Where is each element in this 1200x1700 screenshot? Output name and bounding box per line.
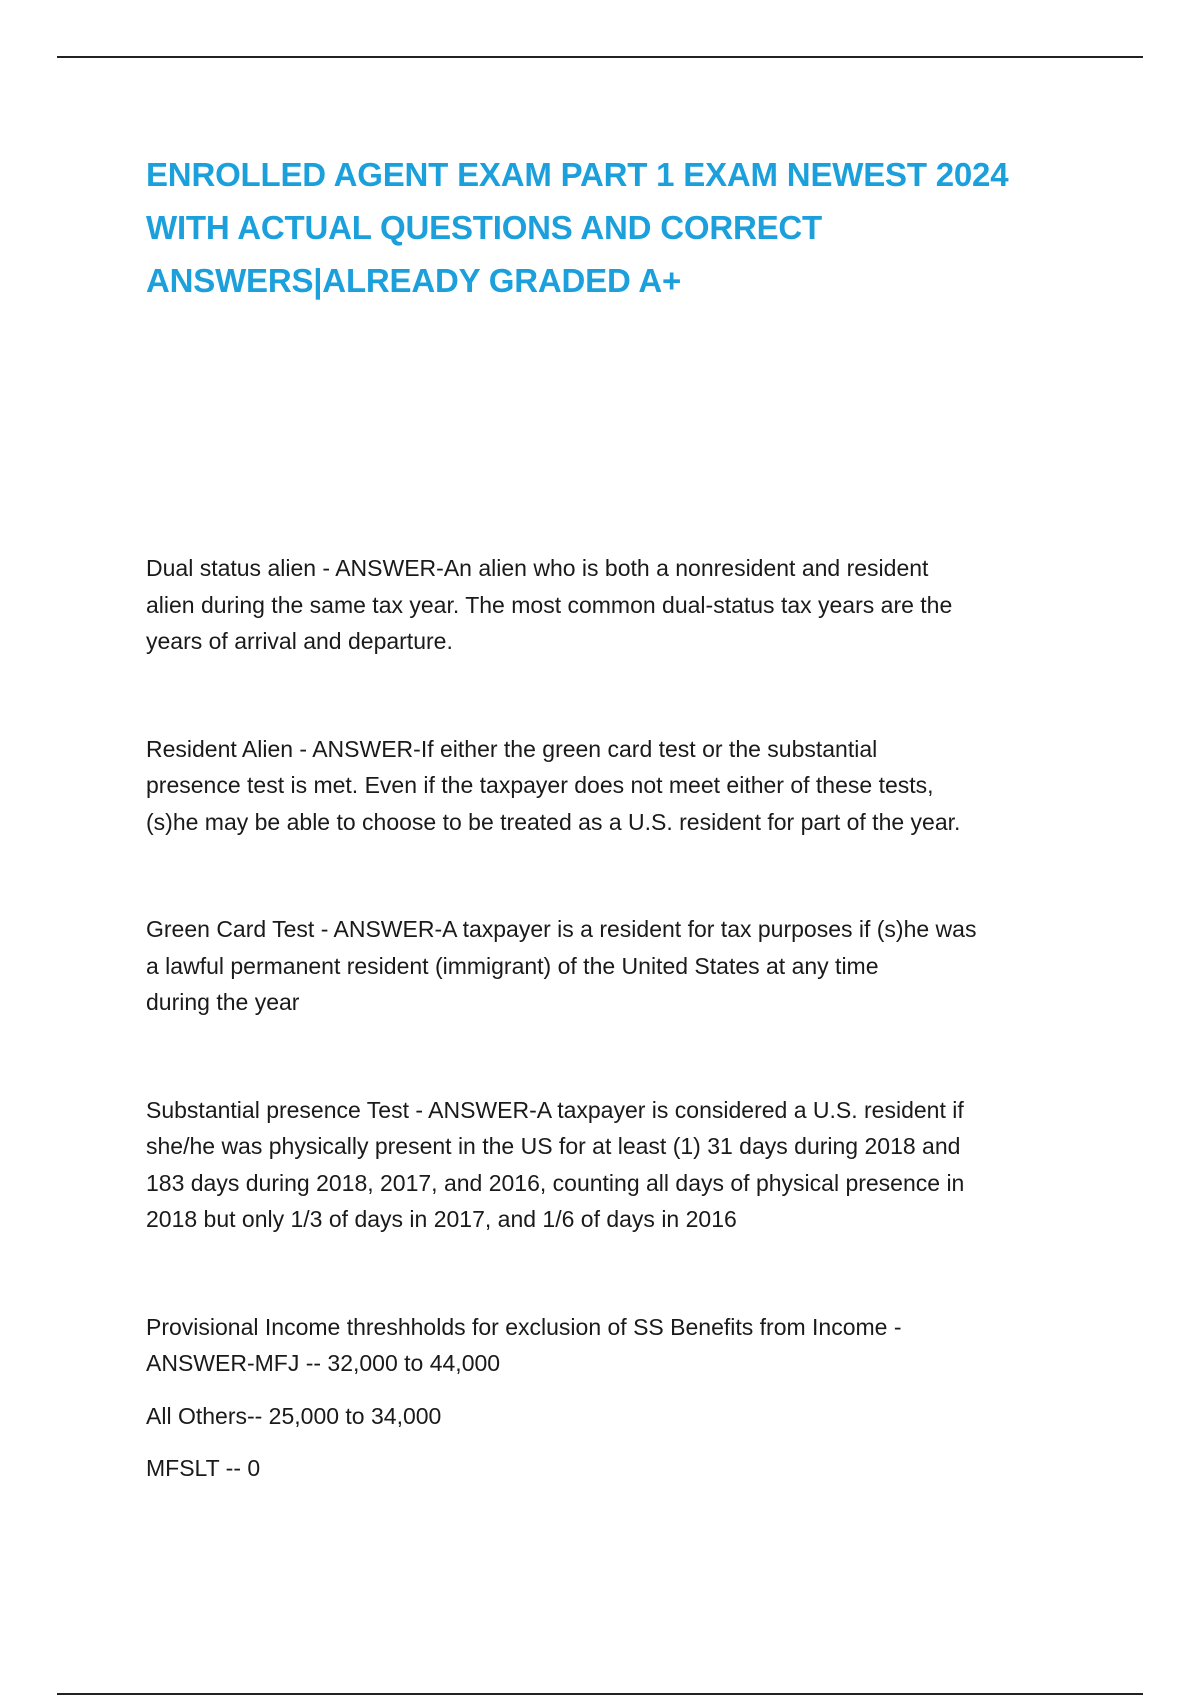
- entry-line: Resident Alien - ANSWER-If either the green card test or the substantial: [146, 735, 878, 762]
- entry-line: ANSWER-MFJ -- 32,000 to 44,000: [146, 1350, 501, 1376]
- entry-line: Green Card Test - ANSWER-A taxpayer is a resident for tax purposes if (s)he was: [146, 916, 977, 942]
- entry-line: presence test is met. Even if the taxpayer does not meet either of these tests,: [146, 772, 934, 798]
- document-title: [146, 148, 1066, 307]
- title-line: WITH ACTUAL QUESTIONS AND CORRECT: [146, 209, 822, 246]
- entry-line: 2018 but only 1/3 of days in 2017, and 1/6 of days in 2016: [146, 1206, 737, 1232]
- qa-entry-mfslt: [146, 1450, 1076, 1487]
- top-divider: [57, 56, 1143, 58]
- entry-line: Substantial presence Test - ANSWER-A taxpayer is considered a U.S. resident if: [146, 1096, 964, 1123]
- qa-entry-dual-status-alien: [146, 550, 1076, 660]
- qa-entry-substantial-presence-test: [146, 1092, 1076, 1238]
- entry-line: Provisional Income threshholds for exclusion of SS Benefits from Income -: [146, 1313, 902, 1340]
- entry-line: (s)he may be able to choose to be treated as a U.S. resident for part of the year.: [146, 808, 961, 835]
- entry-line: MFSLT -- 0: [146, 1455, 261, 1481]
- qa-entry-resident-alien: [146, 731, 1076, 841]
- entry-line: alien during the same tax year. The most common dual-status tax years are the: [146, 591, 953, 618]
- entry-line: years of arrival and departure.: [146, 628, 453, 654]
- qa-entry-provisional-income: [146, 1309, 1076, 1382]
- title-line: ANSWERS|ALREADY GRADED A+: [146, 262, 682, 299]
- entry-line: a lawful permanent resident (immigrant) of the United States at any time: [146, 952, 879, 979]
- bottom-divider: [57, 1693, 1143, 1695]
- qa-entry-all-others: [146, 1398, 1076, 1435]
- entry-line: during the year: [146, 989, 300, 1015]
- entry-line: Dual status alien - ANSWER-An alien who is both a nonresident and resident: [146, 555, 929, 581]
- qa-entry-green-card-test: [146, 911, 1076, 1021]
- entry-line: 183 days during 2018, 2017, and 2016, counting all days of physical presence in: [146, 1169, 965, 1196]
- title-line: ENROLLED AGENT EXAM PART 1 EXAM NEWEST 2024: [146, 156, 1009, 193]
- entry-line: she/he was physically present in the US for at least (1) 31 days during 2018 and: [146, 1133, 961, 1159]
- document-body: [146, 550, 1076, 1558]
- entry-line: All Others-- 25,000 to 34,000: [146, 1402, 442, 1429]
